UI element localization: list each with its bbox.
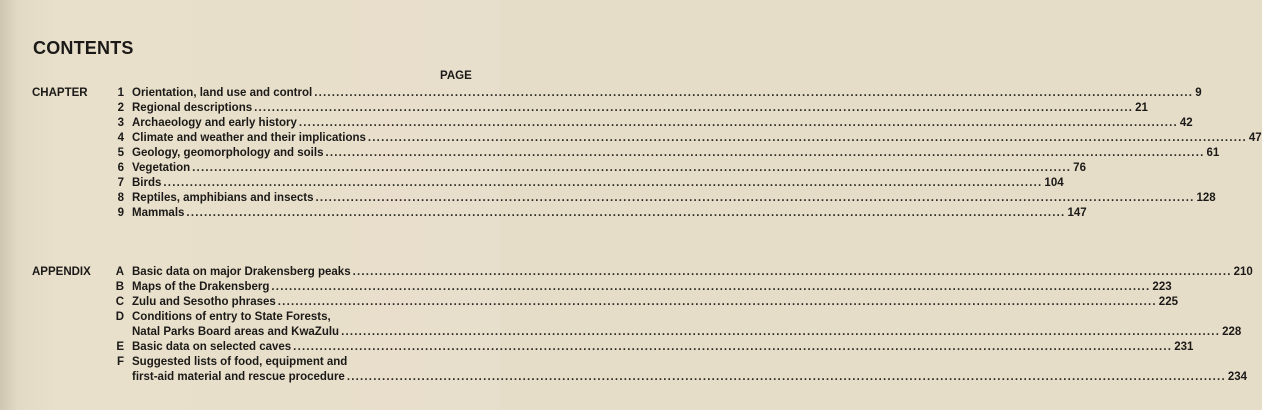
appendix-letter: D xyxy=(115,311,124,323)
page-column-header: PAGE xyxy=(440,70,472,82)
chapter-page: 21 xyxy=(1135,102,1148,114)
appendix-title-line1: Suggested lists of food, equipment and xyxy=(132,356,348,368)
toc-chapter-row: 2 Regional descriptions ........................................................................................................................................................................................................ 21 xyxy=(32,101,492,116)
appendix-letter: F xyxy=(116,356,124,368)
appendix-letter: B xyxy=(115,281,124,293)
toc-appendix-row: C Zulu and Sesotho phrases ........................................................................................................................................................................................................ 225 xyxy=(32,295,492,310)
chapter-title: Regional descriptions xyxy=(132,102,253,114)
appendix-letter: C xyxy=(115,296,124,308)
appendix-page: 234 xyxy=(1227,371,1248,383)
appendix-title: first-aid material and rescue procedure xyxy=(132,371,345,383)
appendix-letter: E xyxy=(116,341,124,353)
toc-chapter-row: 3 Archaeology and early history ........................................................................................................................................................................................................ 42 xyxy=(32,116,492,131)
chapter-title: Orientation, land use and control xyxy=(132,87,313,99)
chapter-title: Climate and weather and their implications xyxy=(132,132,366,144)
toc-appendix-row xyxy=(32,310,492,325)
toc-chapter-row: 7 Birds ........................................................................................................................................................................................................ 104 xyxy=(32,176,492,191)
appendix-title: Basic data on major Drakensberg peaks xyxy=(132,266,351,278)
chapter-number: 9 xyxy=(117,207,124,219)
chapter-page: 42 xyxy=(1179,117,1193,129)
chapter-title: Geology, geomorphology and soils xyxy=(132,147,324,159)
appendix-page: 231 xyxy=(1174,341,1194,353)
appendix-page: 228 xyxy=(1222,326,1242,338)
appendix-title: Natal Parks Board areas and KwaZulu xyxy=(132,326,340,338)
appendix-label: APPENDIX xyxy=(32,266,91,278)
appendix-title: Basic data on selected caves xyxy=(132,341,292,353)
appendix-title: Maps of the Drakensberg xyxy=(132,281,270,293)
chapter-title: Mammals xyxy=(132,207,185,219)
chapter-number: 3 xyxy=(117,117,124,129)
chapter-title: Vegetation xyxy=(132,162,191,174)
chapter-page: 76 xyxy=(1073,162,1086,174)
toc-appendix-row-continued: first-aid material and rescue procedure ........................................................................................................................................................................................................ 234 xyxy=(132,371,1248,383)
toc-chapter-row: 5 Geology, geomorphology and soils ........................................................................................................................................................................................................ 61 xyxy=(32,146,492,161)
toc-chapter-row: 8 Reptiles, amphibians and insects ........................................................................................................................................................................................................ 128 xyxy=(32,191,492,206)
chapter-number: 1 xyxy=(117,87,124,99)
chapter-title: Birds xyxy=(132,177,162,189)
chapter-page: 104 xyxy=(1044,177,1064,189)
chapter-number: 7 xyxy=(117,177,124,189)
toc-appendix-row: APPENDIX A Basic data on major Drakensberg peaks ........................................................................................................................................................................................................ 210 xyxy=(32,266,1253,278)
chapter-title: Archaeology and early history xyxy=(132,117,297,129)
appendix-page: 223 xyxy=(1152,281,1172,293)
appendix-page: 210 xyxy=(1233,266,1253,278)
toc-chapter-row: 6 Vegetation ........................................................................................................................................................................................................ 76 xyxy=(32,161,492,176)
appendix-letter: A xyxy=(115,266,124,278)
appendix-page: 225 xyxy=(1158,296,1178,308)
toc-appendix-row: B Maps of the Drakensberg ........................................................................................................................................................................................................ 223 xyxy=(32,280,492,295)
chapter-title: Reptiles, amphibians and insects xyxy=(132,192,314,204)
toc-appendix-row xyxy=(32,355,492,370)
toc-chapter-row: 9 Mammals ........................................................................................................................................................................................................ 147 xyxy=(32,206,492,221)
chapter-page: 147 xyxy=(1067,207,1087,219)
chapter-page: 47 xyxy=(1248,132,1262,144)
chapter-page: 128 xyxy=(1196,192,1216,204)
appendix-title-line1: Conditions of entry to State Forests, xyxy=(132,311,331,323)
toc-chapter-row: CHAPTER 1 Orientation, land use and control ........................................................................................................................................................................................................ 9 xyxy=(32,87,1202,99)
chapter-label: CHAPTER xyxy=(32,87,88,99)
chapter-page: 61 xyxy=(1206,147,1220,159)
chapter-number: 2 xyxy=(117,102,124,114)
toc-appendix-row-continued: Natal Parks Board areas and KwaZulu ........................................................................................................................................................................................................ 228 xyxy=(132,326,1242,338)
toc-appendix-row: E Basic data on selected caves ........................................................................................................................................................................................................ 231 xyxy=(32,340,492,355)
appendix-title: Zulu and Sesotho phrases xyxy=(132,296,276,308)
chapter-number: 6 xyxy=(117,162,124,174)
chapter-number: 4 xyxy=(117,132,124,144)
chapter-number: 8 xyxy=(117,192,124,204)
chapter-number: 5 xyxy=(117,147,124,159)
page-title: CONTENTS xyxy=(33,38,134,58)
toc-chapter-row: 4 Climate and weather and their implications ........................................................................................................................................................................................................ 47 xyxy=(32,131,492,146)
chapter-page: 9 xyxy=(1195,87,1202,99)
